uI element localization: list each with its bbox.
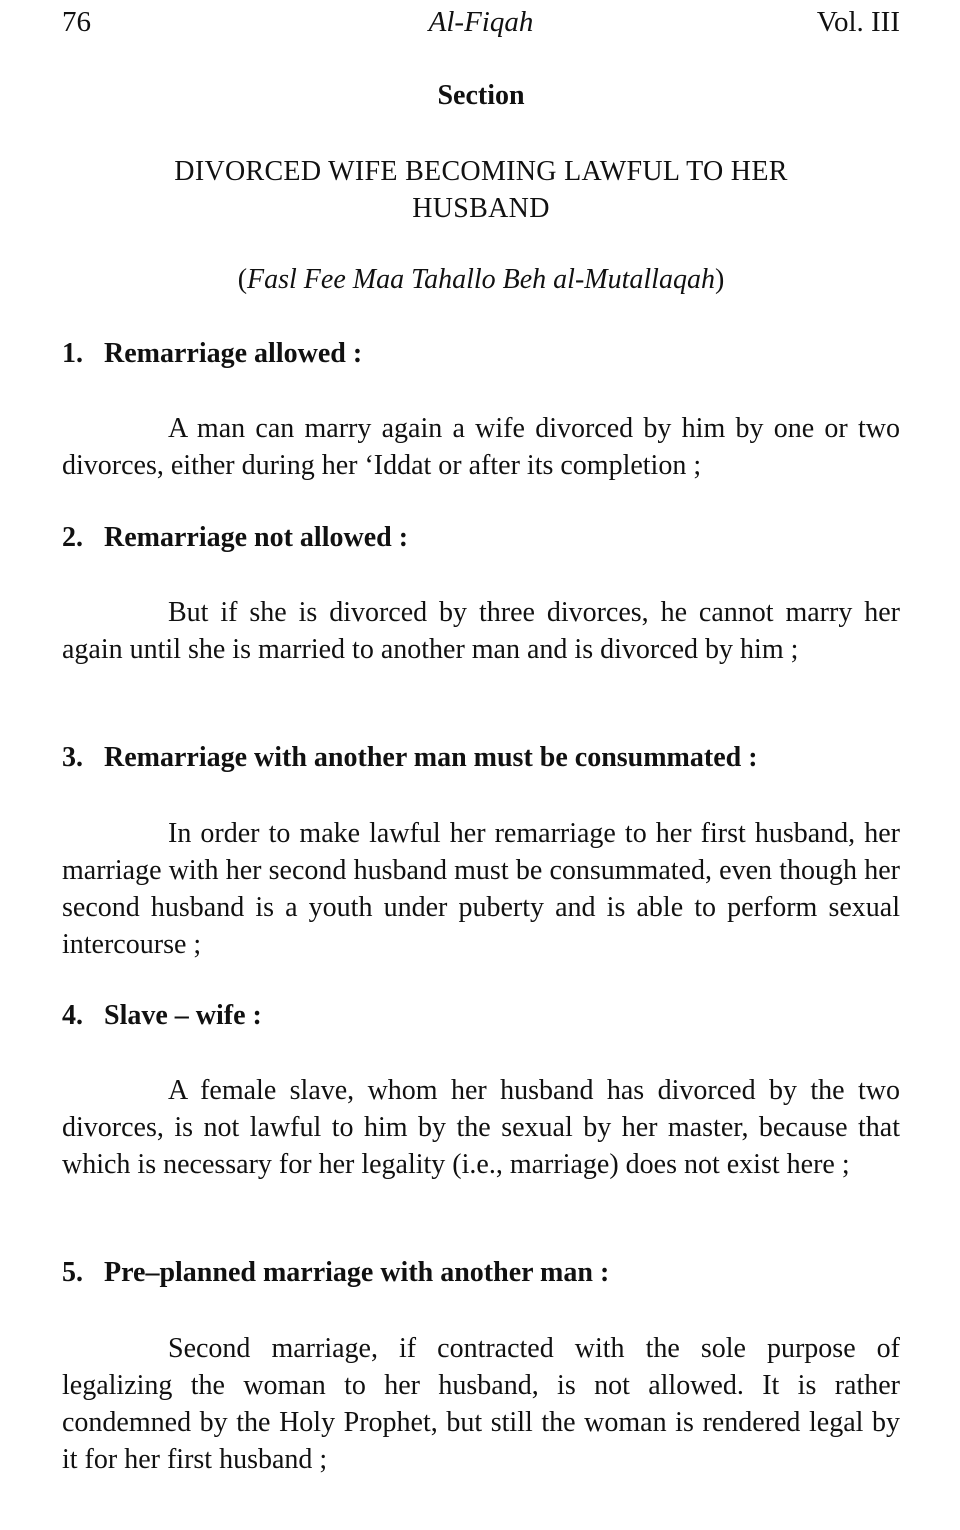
item-paragraph: A female slave, whom her husband has divorced by the two divorces, is not lawful to him by the sexual by her master, because that which is necessary for her legality (i.e., marriage) does not exist here ; — [62, 1075, 900, 1180]
page-number: 76 — [62, 6, 91, 38]
item-heading — [62, 522, 900, 554]
section-label: Section — [437, 80, 525, 111]
item-paragraph: Second marriage, if contracted with the sole purpose of legalizing the woman to her husband, is not allowed. It is rather condemned by the Holy Prophet, but still the woman is rendered legal by it for her first husband ; — [62, 1333, 900, 1475]
item-heading — [62, 338, 900, 370]
item-number: 5. — [62, 1257, 83, 1288]
subtitle-transliteration: Fasl Fee Maa Tahallo Beh al-Mutallaqah — [247, 264, 715, 295]
item-heading-text: Remarriage allowed : — [104, 338, 363, 369]
item-paragraph: A man can marry again a wife divorced by him by one or two divorces, either during her ‘Iddat or after its completion ; — [62, 413, 900, 481]
section-subtitle — [62, 264, 900, 296]
item-number: 4. — [62, 1000, 83, 1031]
item-number: 3. — [62, 742, 83, 773]
subtitle-open-paren: ( — [237, 264, 248, 295]
running-header — [62, 6, 900, 42]
item-heading — [62, 1000, 900, 1032]
item-number: 2. — [62, 522, 83, 553]
item-number: 1. — [62, 338, 83, 369]
item-heading — [62, 742, 900, 774]
item-heading-text: Remarriage not allowed : — [104, 522, 409, 553]
item-paragraph: But if she is divorced by three divorces, he cannot marry her again until she is married to another man and is divorced by him ; — [62, 597, 900, 665]
item-heading-text: Remarriage with another man must be consummated : — [104, 742, 758, 773]
section-title: DIVORCED WIFE BECOMING LAWFUL TO HER HUSBAND — [174, 156, 788, 224]
item-paragraph: In order to make lawful her remarriage to her first husband, her marriage with her second husband must be consummated, even though her second husband is a youth under puberty and is able to perform sexual intercourse ; — [62, 818, 900, 960]
item-heading-text: Pre–planned marriage with another man : — [104, 1257, 610, 1288]
volume-label: Vol. III — [816, 6, 900, 38]
item-heading-text: Slave – wife : — [104, 1000, 262, 1031]
subtitle-close-paren: ) — [714, 264, 725, 295]
item-heading — [62, 1257, 900, 1289]
book-title: Al-Fiqah — [428, 6, 534, 38]
